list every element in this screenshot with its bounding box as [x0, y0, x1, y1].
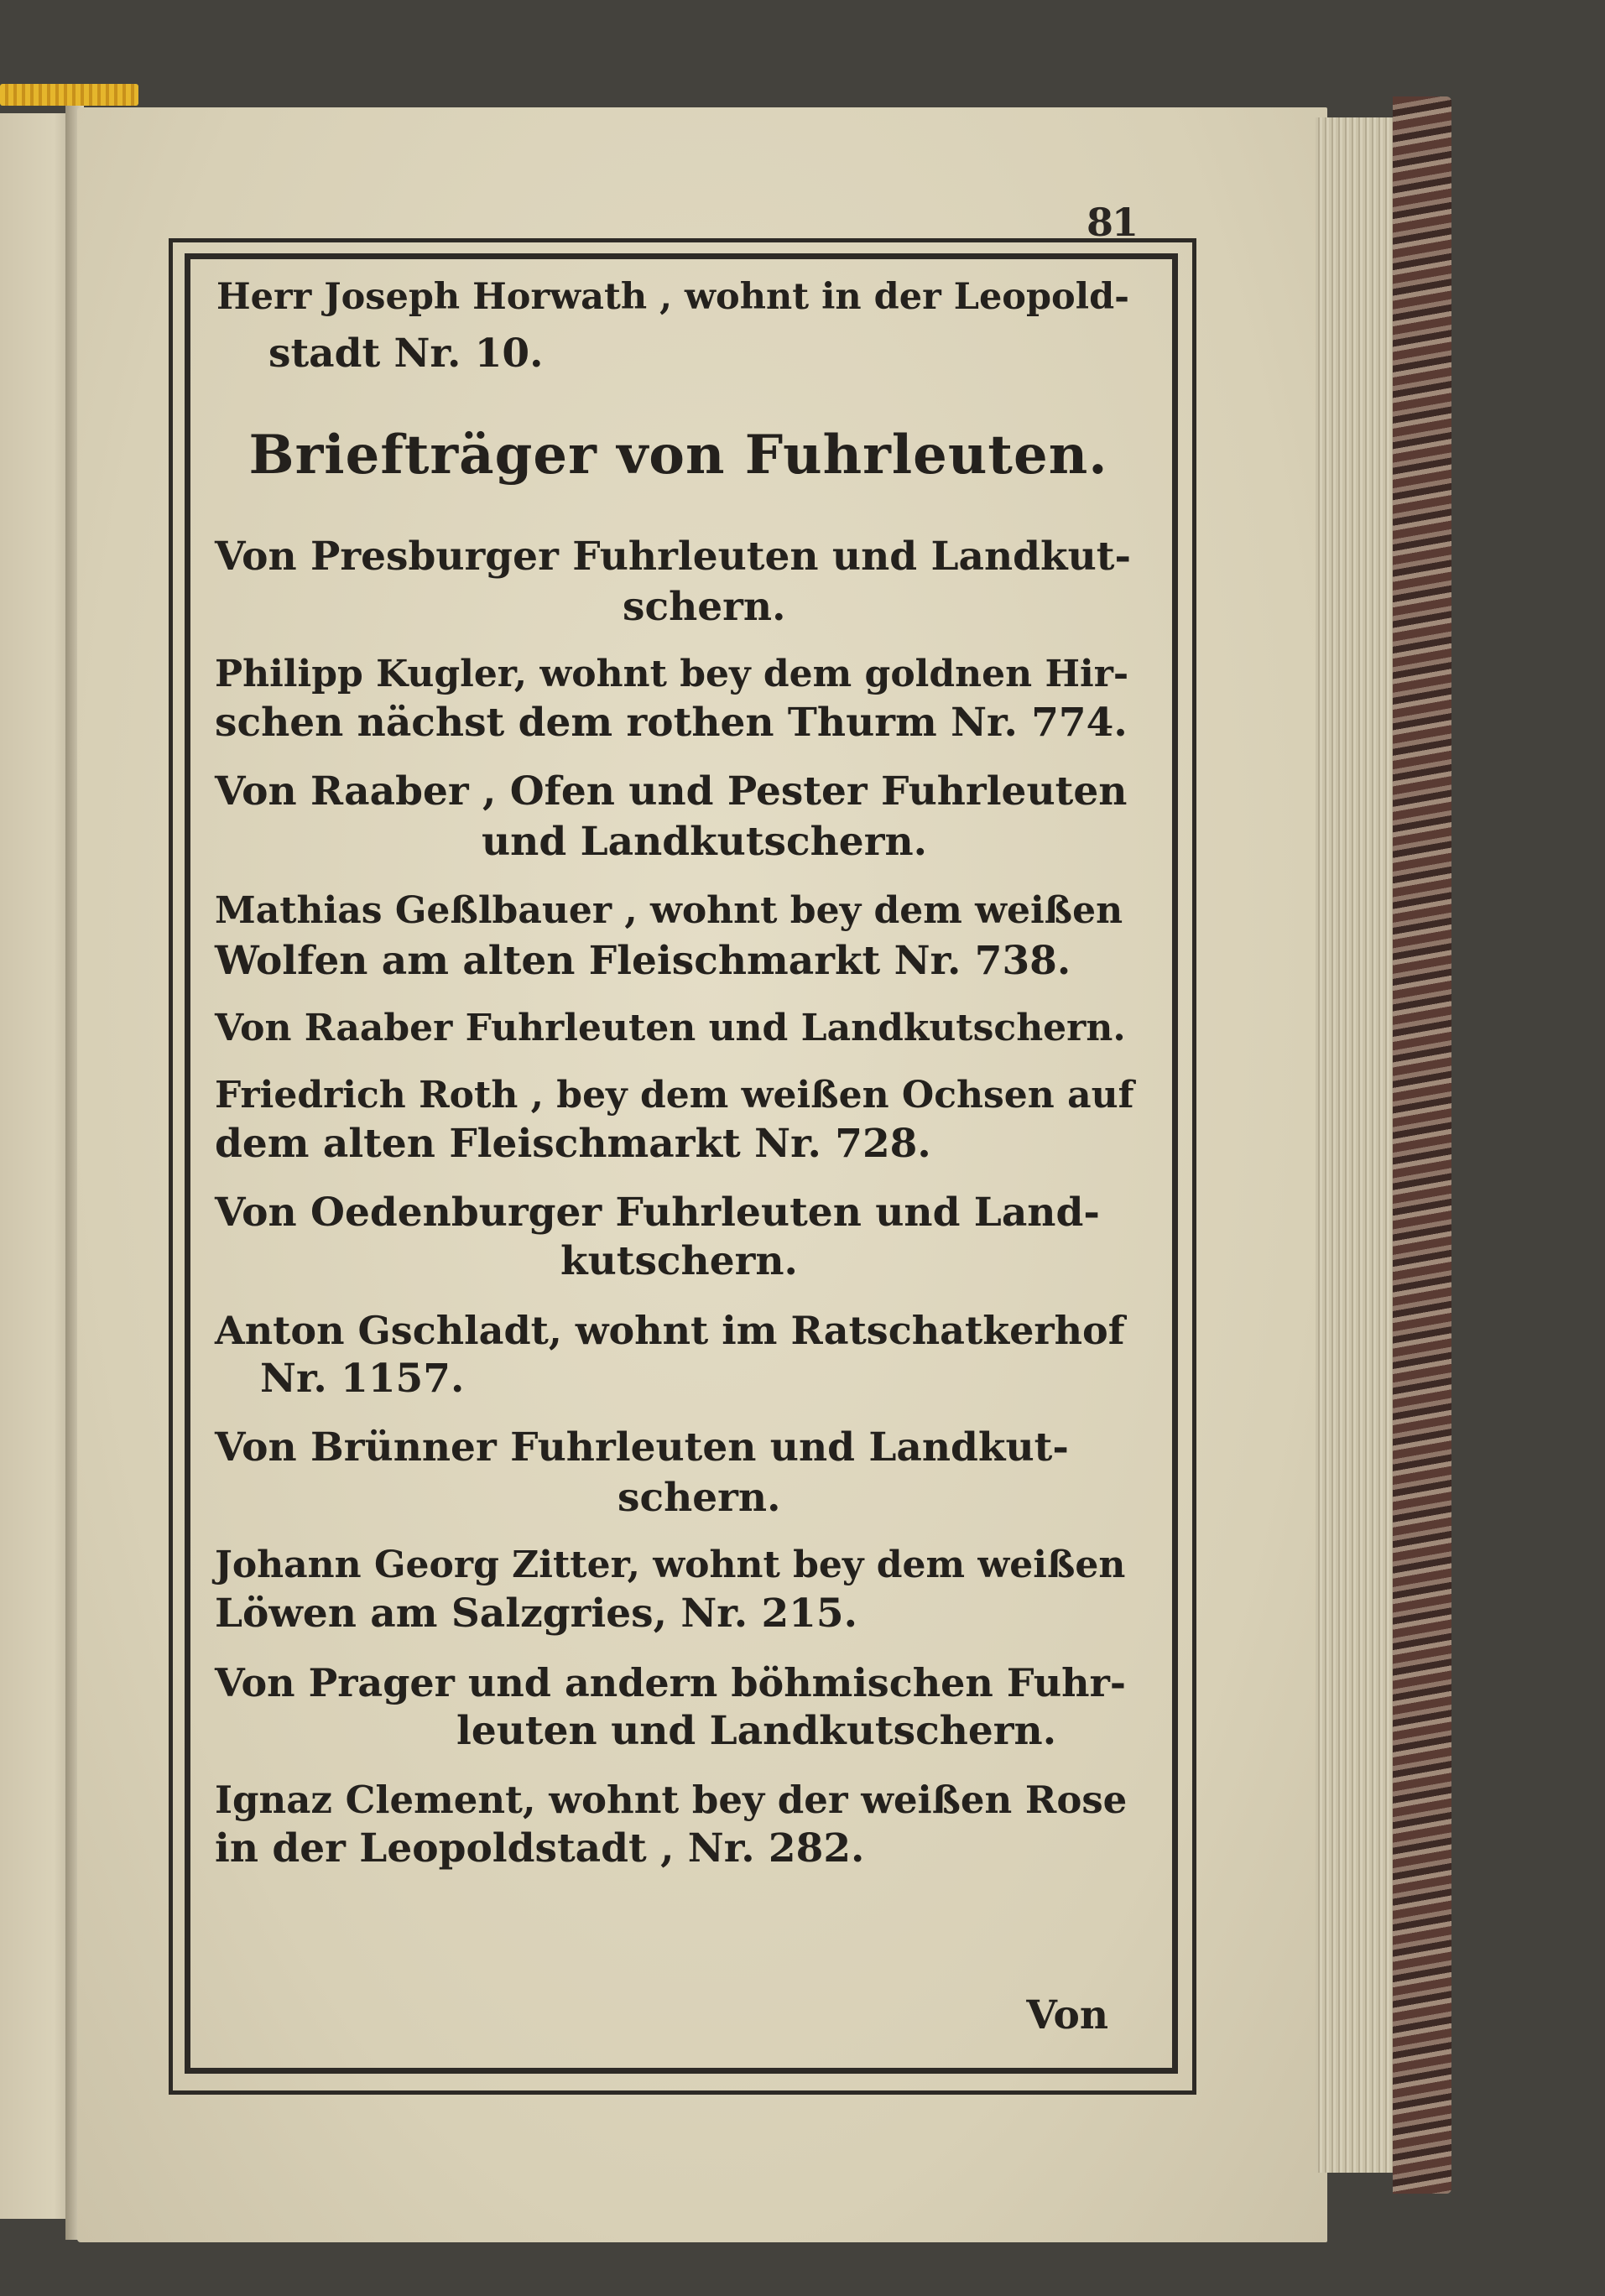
page-number: 81	[1087, 200, 1138, 245]
text-line: Von Raaber , Ofen und Pester Fuhrleuten	[215, 768, 1128, 815]
text-line: Friedrich Roth , bey dem weißen Ochsen auf	[215, 1074, 1134, 1117]
text-line: leuten und Landkutschern.	[456, 1708, 1057, 1754]
text-line: Von Presburger Fuhrleuten und Landkut-	[215, 534, 1131, 580]
text-line: schern.	[623, 584, 786, 630]
section-heading: Briefträger von Fuhrleuten.	[248, 424, 1108, 487]
text-line: in der Leopoldstadt , Nr. 282.	[215, 1825, 865, 1872]
text-line: Nr. 1157.	[260, 1356, 465, 1402]
text-line: Von Raaber Fuhrleuten und Landkutschern.	[215, 1007, 1126, 1049]
catchword: Von	[1026, 1992, 1108, 2038]
bookmark-ribbon	[0, 84, 138, 106]
text-line: Löwen am Salzgries, Nr. 215.	[215, 1591, 857, 1637]
text-line: dem alten Fleischmarkt Nr. 728.	[215, 1121, 931, 1167]
text-line: Wolfen am alten Fleischmarkt Nr. 738.	[215, 938, 1071, 984]
text-line: kutschern.	[560, 1238, 798, 1284]
page-text-block	[215, 273, 1142, 2051]
text-line: Von Oedenburger Fuhrleuten und Land-	[215, 1190, 1100, 1236]
text-line: Anton Gschladt, wohnt im Ratschatkerhof	[215, 1308, 1125, 1353]
text-line: und Landkutschern.	[482, 819, 927, 865]
text-line: schen nächst dem rothen Thurm Nr. 774.	[215, 700, 1128, 746]
marbled-cover-edge	[1393, 96, 1451, 2194]
text-line: Von Brünner Fuhrleuten und Landkut-	[215, 1424, 1069, 1471]
text-line: Ignaz Clement, wohnt bey der weißen Rose	[215, 1778, 1128, 1822]
text-line: stadt Nr. 10.	[268, 331, 544, 377]
text-line: Johann Georg Zitter, wohnt bey dem weißen	[215, 1544, 1126, 1586]
text-line: Mathias Geßlbauer , wohnt bey dem weißen	[215, 889, 1123, 932]
text-line: schern.	[618, 1475, 781, 1521]
text-line: Herr Joseph Horwath , wohnt in der Leopold-	[216, 276, 1129, 318]
text-line: Von Prager und andern böhmischen Fuhr-	[215, 1660, 1126, 1705]
text-line: Philipp Kugler, wohnt bey dem goldnen Hir-	[215, 653, 1129, 695]
